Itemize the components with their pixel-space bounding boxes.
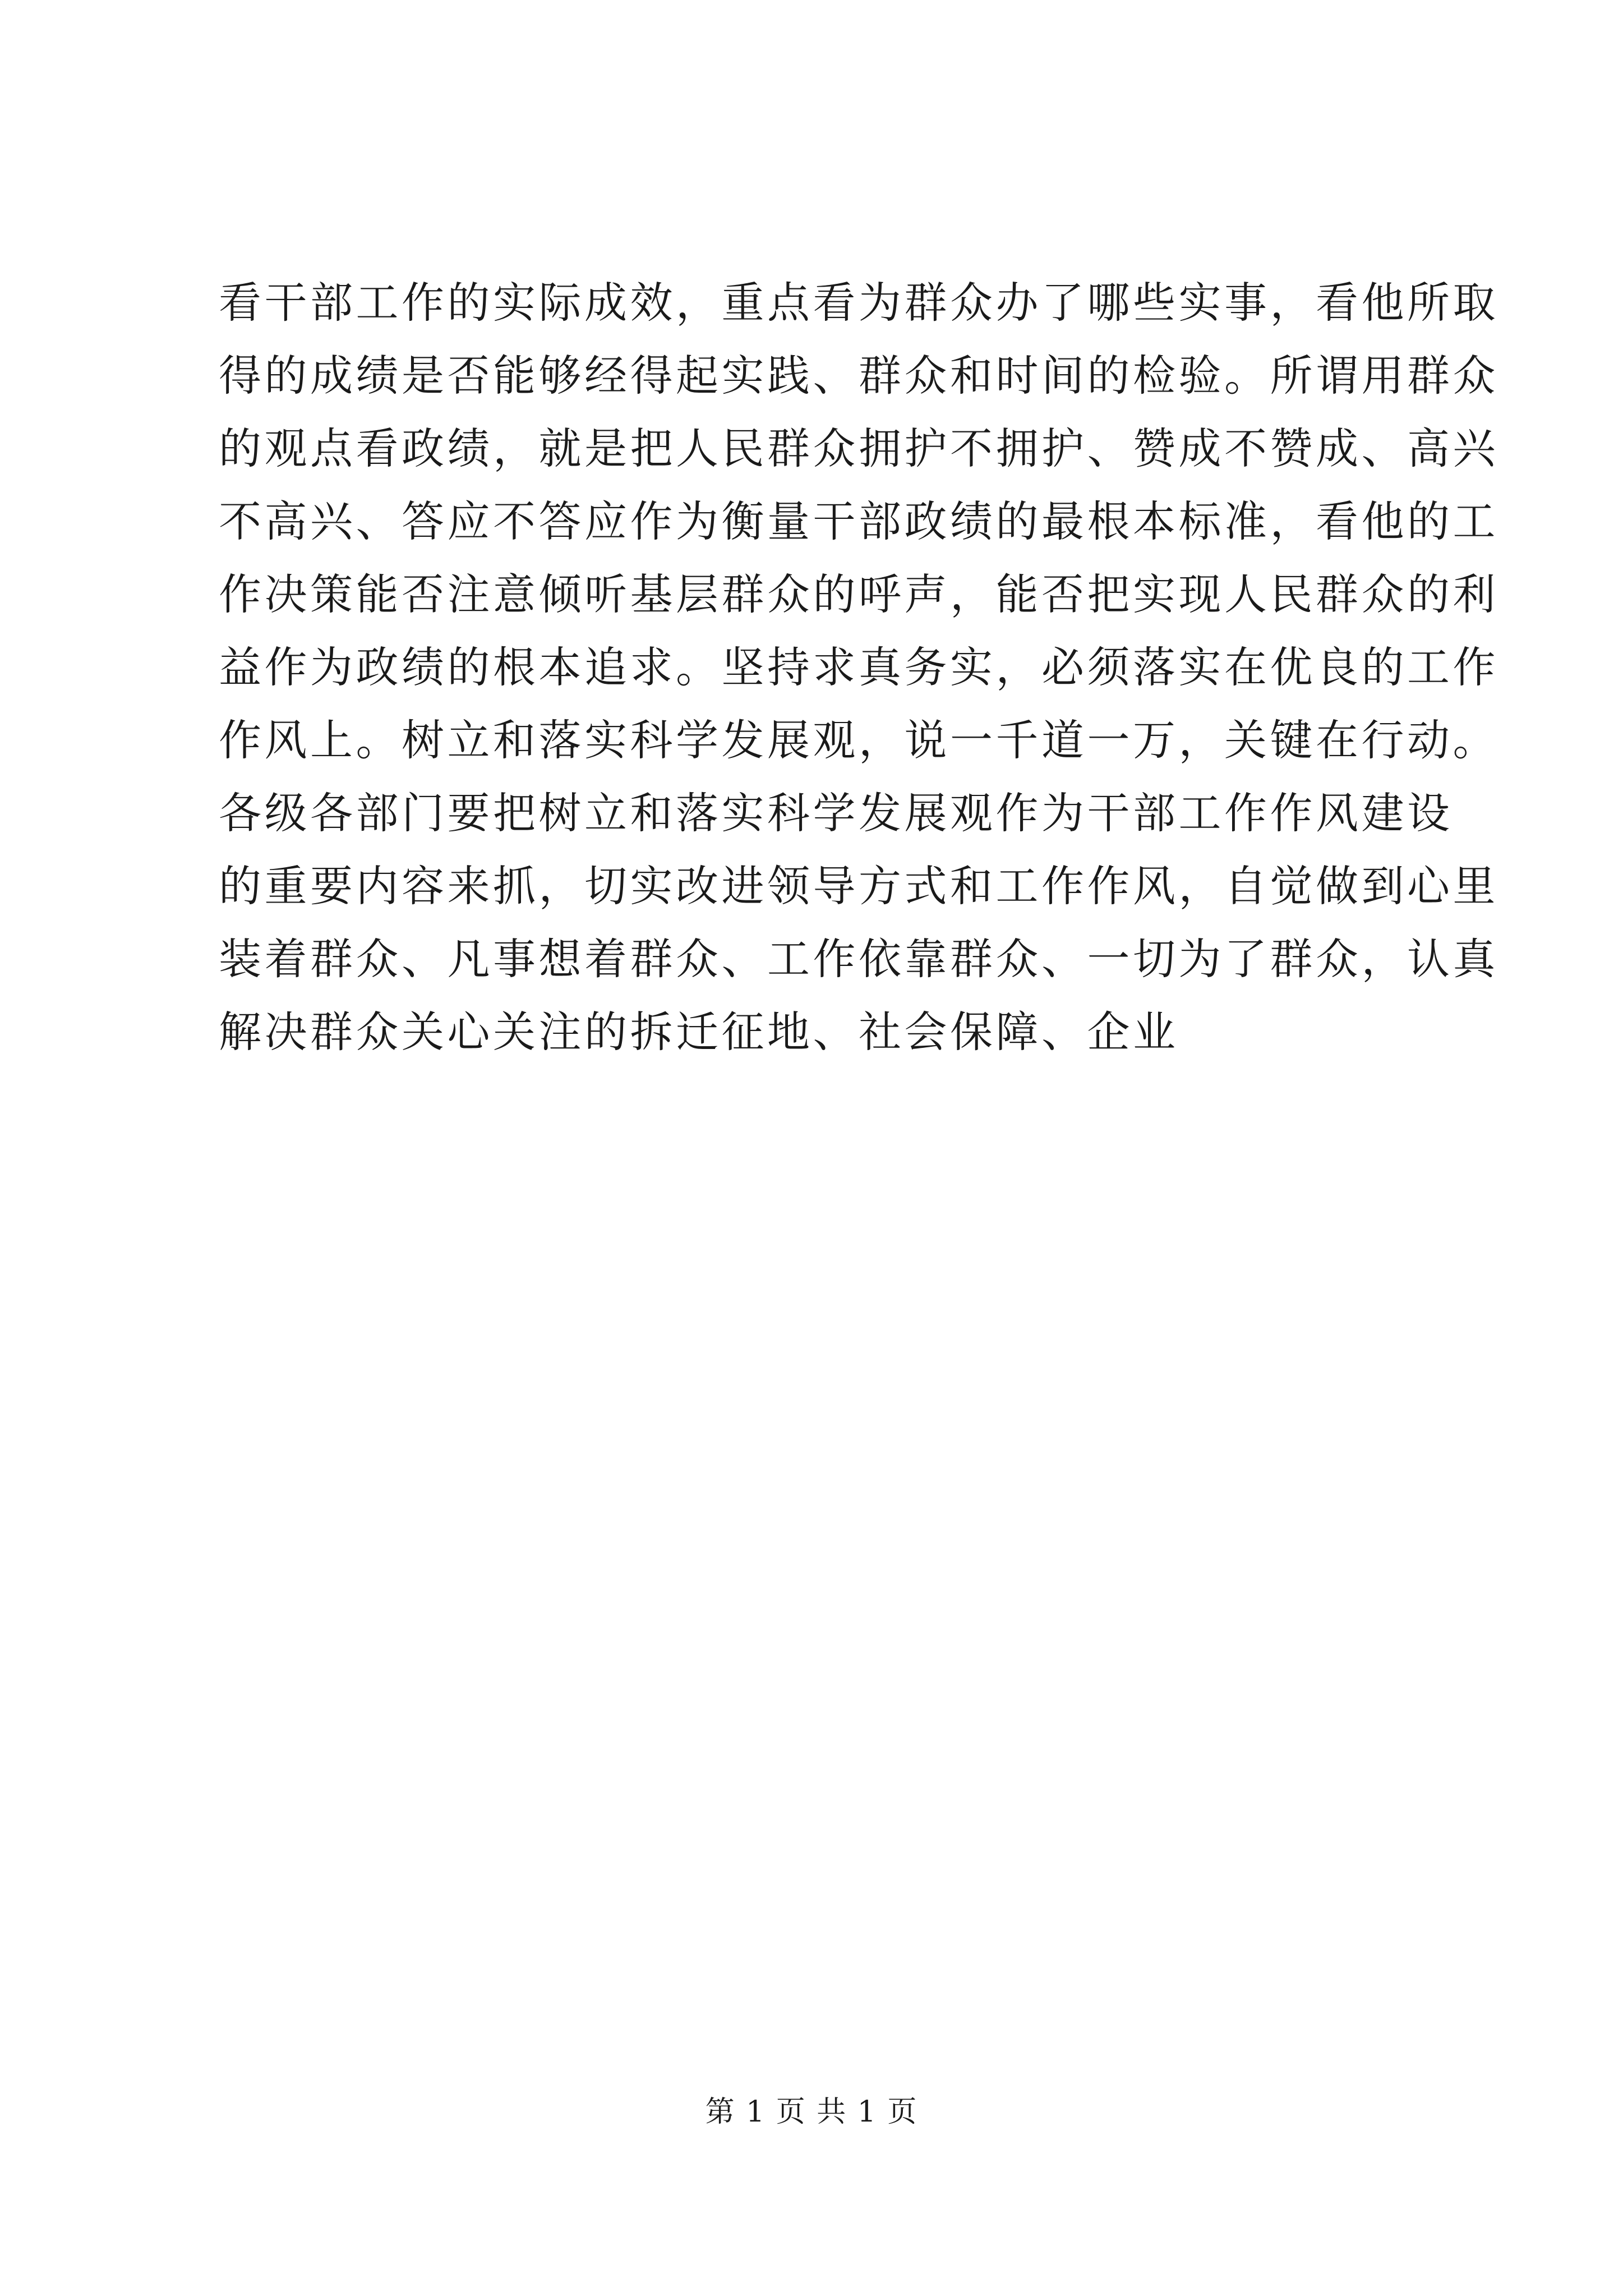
text-line: 得的成绩是否能够经得起实践、群众和时间的检验。所谓用群众 <box>219 351 1498 401</box>
text-line: 看干部工作的实际成效，重点看为群众办了哪些实事，看他所取 <box>219 278 1498 328</box>
text-line: 解决群众关心关注的拆迁征地、社会保障、企业 <box>219 1007 1179 1057</box>
text-line: 的重要内容来抓，切实改进领导方式和工作作风，自觉做到心里 <box>219 861 1498 911</box>
page-footer: 第 1 页 共 1 页 <box>705 2095 918 2129</box>
text-line: 作决策能否注意倾听基层群众的呼声，能否把实现人民群众的利 <box>219 569 1498 619</box>
text-line: 各级各部门要把树立和落实科学发展观作为干部工作作风建设 <box>219 788 1453 838</box>
body-paragraph <box>219 266 1498 1069</box>
text-line: 不高兴、答应不答应作为衡量干部政绩的最根本标准，看他的工 <box>219 496 1498 546</box>
text-line: 的观点看政绩，就是把人民群众拥护不拥护、赞成不赞成、高兴 <box>219 424 1498 473</box>
text-line: 作风上。树立和落实科学发展观，说一千道一万，关键在行动。 <box>219 715 1498 765</box>
text-line: 装着群众、凡事想着群众、工作依靠群众、一切为了群众，认真 <box>219 934 1498 984</box>
text-line: 益作为政绩的根本追求。坚持求真务实，必须落实在优良的工作 <box>219 642 1498 692</box>
